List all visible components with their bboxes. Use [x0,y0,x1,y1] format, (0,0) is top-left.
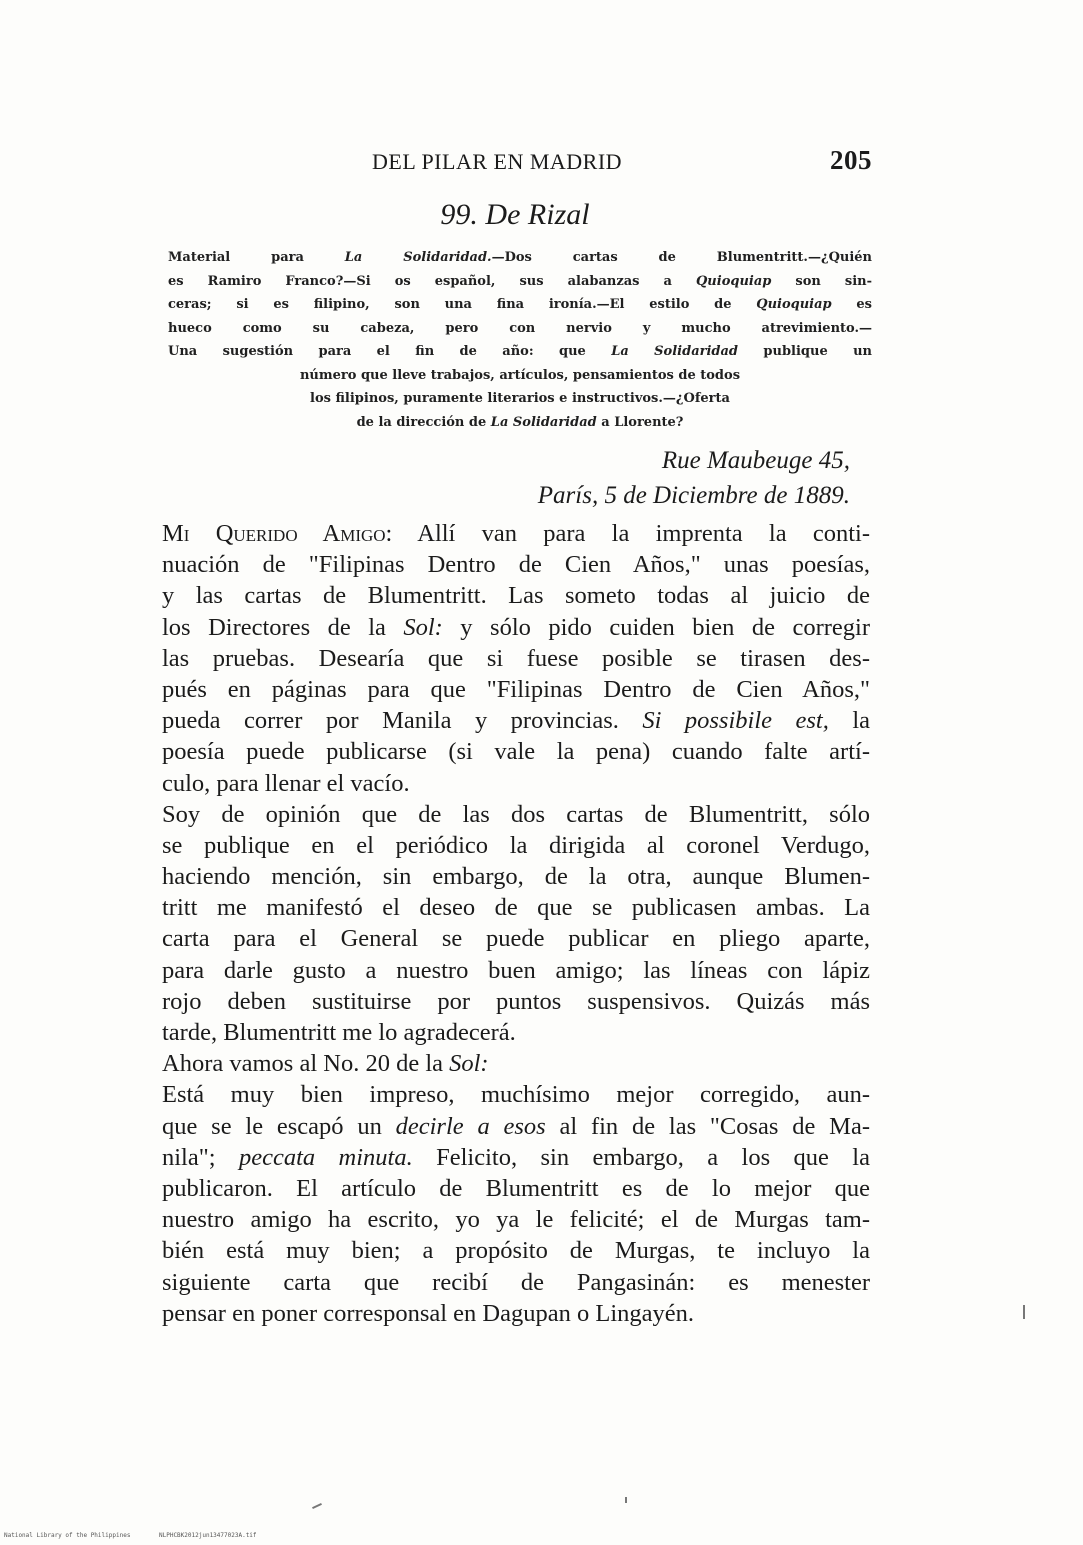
body-text-segment: nuación de "Filipinas Dentro de Cien Años," unas poesías, [162,551,870,579]
scan-speck [625,1497,627,1503]
body-text-segment: Está muy bien impreso, muchísimo mejor corregido, aun- [162,1081,870,1109]
body-text-segment: publicaron. El artículo de Blumentritt es de lo mejor que [162,1174,870,1202]
body-line [162,1111,870,1142]
body-text-segment: los Directores de la [162,613,404,641]
body-text-segment: : Allí van para la imprenta la conti- [385,520,871,547]
body-line [162,799,870,830]
summary-line: de la dirección de La Solidaridad a Llorente? [356,414,684,430]
body-line [162,1142,870,1173]
scan-file-id: NLPHCBK2012jun13477023A.tif [159,1532,257,1539]
body-text-segment: tritt me manifestó el deseo de que se publicasen ambas. La [162,894,870,922]
body-line [162,580,870,611]
letter-body [162,518,870,1329]
summary-line: los filipinos, puramente literarios e instructivos.—¿Oferta [310,391,730,406]
summary-line: número que lleve trabajos, artículos, pensamientos de todos [299,367,741,383]
scan-speck [312,1503,322,1509]
scan-speck [1023,1305,1025,1319]
body-line [162,736,870,767]
body-line [162,1048,870,1079]
summary-line: hueco como su cabeza, pero con nervio y mucho atrevimiento.— [168,320,872,336]
body-line [162,518,870,549]
body-line [162,1173,870,1204]
body-text-segment: rojo deben sustituirse por puntos suspensivos. Quizás más [162,987,870,1015]
body-text-segment: poesía puede publicarse (si vale la pena) cuando falte artí- [162,738,870,766]
body-text-segment: que se le escapó un [162,1112,396,1140]
body-line [162,612,870,643]
body-text-segment: se publique en el periódico la dirigida al coronel Verdugo, [162,831,870,859]
body-line [162,1204,870,1235]
letter-summary [168,246,872,434]
page-number: 205 [830,145,872,175]
italic-phrase: Sol: [449,1050,489,1078]
salutation: Mi Querido Amigo [162,520,386,547]
body-text-segment: culo, para llenar el vacío. [162,769,410,797]
body-text-segment: carta para el General se puede publicar en pliego aparte, [162,925,870,953]
italic-phrase: peccata minuta. [238,1143,413,1171]
italic-phrase: Sol: [403,613,443,641]
body-line [162,861,870,892]
summary-line: ceras; si es filipino, son una fina ironía.—El estilo de Quioquiap es [168,297,872,312]
body-text-segment: al fin de las "Cosas de Ma- [545,1112,870,1140]
body-line [162,643,870,674]
body-line [162,549,870,580]
body-line [162,1267,870,1298]
body-text-segment: la [828,707,871,735]
body-line [162,1017,870,1048]
body-text-segment: siguiente carta que recibí de Pangasinán: es menester [162,1268,870,1296]
body-text-segment: nila"; [162,1143,239,1171]
body-text-segment: Ahora vamos al No. 20 de la [162,1050,450,1078]
body-text-segment: pués en páginas para que "Filipinas Dentro de Cien Años," [162,675,870,703]
body-line [162,892,870,923]
body-text-segment: para darle gusto a nuestro buen amigo; las líneas con lápiz [162,956,870,984]
body-text-segment: nuestro amigo ha escrito, yo ya le felicité; el de Murgas tam- [162,1206,870,1234]
body-text-segment: pueda correr por Manila y provincias. [162,707,643,735]
summary-line: es Ramiro Franco?—Si os español, sus alabanzas a Quioquiap son sin- [168,273,873,289]
italic-phrase: Si possibile est, [642,707,829,735]
body-line [162,1079,870,1110]
letter-address: Rue Maubeuge 45, [661,447,850,474]
running-title: DEL PILAR EN MADRID [372,149,623,174]
letter-title: 99. De Rizal [440,198,590,231]
library-credit: National Library of the Philippines [4,1532,131,1539]
body-line [162,955,870,986]
letter-date: París, 5 de Diciembre de 1889. [537,482,850,509]
body-line [162,674,870,705]
italic-phrase: decirle a esos [395,1112,546,1140]
body-line [162,1298,870,1329]
body-line [162,705,870,736]
body-text-segment: haciendo mención, sin embargo, de la otra, aunque Blumen- [162,863,870,891]
body-text-segment: pensar en poner corresponsal en Dagupan o Lingayén. [162,1299,695,1327]
summary-line: Una sugestión para el fin de año: que La Solidaridad publique un [168,344,873,359]
running-head [372,145,872,179]
body-text-segment: y sólo pido cuiden bien de corregir [442,613,870,641]
body-line [162,986,870,1017]
body-text-segment: tarde, Blumentritt me lo agradecerá. [162,1019,516,1046]
body-text-segment: las pruebas. Desearía que si fuese posible se tirasen des- [162,644,870,672]
body-line [162,1235,870,1266]
body-line [162,923,870,954]
letter-dateline [420,443,850,513]
body-text-segment: Soy de opinión que de las dos cartas de Blumentritt, sólo [162,800,870,828]
body-text-segment: y las cartas de Blumentritt. Las someto todas al juicio de [162,582,870,610]
body-text-segment: Felicito, sin embargo, a los que la [412,1143,870,1171]
body-line [162,830,870,861]
summary-line: Material para La Solidaridad.—Dos cartas de Blumentritt.—¿Quién [168,250,873,265]
body-line [162,768,870,799]
body-text-segment: bién está muy bien; a propósito de Murgas, te incluyo la [162,1237,870,1265]
